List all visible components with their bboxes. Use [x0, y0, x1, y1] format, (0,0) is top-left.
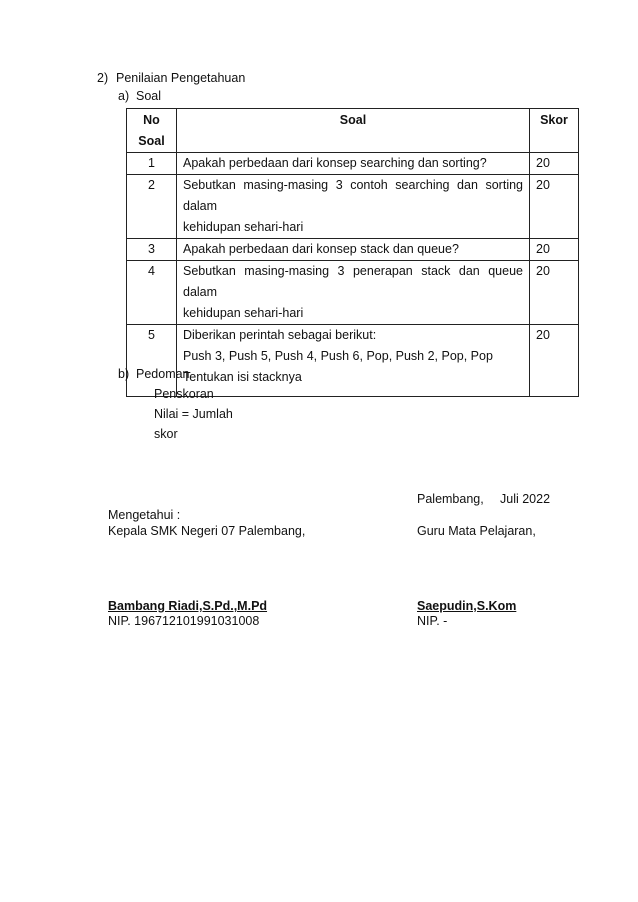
- row-question: [177, 239, 530, 261]
- table-row: [127, 175, 579, 239]
- table-row: [127, 261, 579, 325]
- signature-date: Juli 2022: [500, 492, 551, 506]
- row-score: 20: [530, 239, 579, 261]
- table-header-row: [127, 109, 579, 153]
- left-signatory-name: Bambang Riadi,S.Pd.,M.Pd: [108, 599, 268, 613]
- question-line: kehidupan sehari-hari: [183, 306, 304, 320]
- section-title: Penilaian Pengetahuan: [116, 71, 246, 85]
- row-question: [177, 325, 530, 397]
- header-no-line2: Soal: [138, 134, 165, 148]
- header-skor: Skor: [530, 109, 579, 153]
- question-line: Diberikan perintah sebagai berikut:: [183, 328, 377, 342]
- row-score: 20: [530, 261, 579, 325]
- row-number: 2: [127, 175, 177, 239]
- row-number: 4: [127, 261, 177, 325]
- row-score: 20: [530, 325, 579, 397]
- row-question: [177, 175, 530, 239]
- section-number: 2): [97, 71, 109, 85]
- question-line: Apakah perbedaan dari konsep searching dan sorting?: [183, 156, 487, 170]
- right-signatory-nip: NIP. -: [417, 614, 448, 628]
- left-signatory-nip: NIP. 196712101991031008: [108, 614, 260, 628]
- question-line: kehidupan sehari-hari: [183, 220, 304, 234]
- sub-a-title: Soal: [136, 89, 162, 103]
- header-no-line1: No: [143, 113, 160, 127]
- sub-a-label: a): [118, 89, 130, 103]
- sub-b-title: Pedoman: [136, 367, 190, 381]
- row-score: 20: [530, 175, 579, 239]
- right-role: Guru Mata Pelajaran,: [417, 524, 536, 538]
- row-number: 5: [127, 325, 177, 397]
- question-table: [126, 108, 579, 397]
- question-line: Push 3, Push 5, Push 4, Push 6, Pop, Push 2, Pop, Pop: [183, 349, 493, 363]
- row-question: [177, 261, 530, 325]
- pedoman-line-2: Nilai = Jumlah: [154, 407, 233, 421]
- header-no: [127, 109, 177, 153]
- question-line: Apakah perbedaan dari konsep stack dan queue?: [183, 242, 459, 256]
- pedoman-line-1: Penskoran: [154, 387, 214, 401]
- question-line: Sebutkan masing-masing 3 contoh searching dan sorting dalam: [183, 178, 523, 213]
- pedoman-line-3: skor: [154, 427, 178, 441]
- left-intro: Mengetahui :: [108, 508, 181, 522]
- signature-place: Palembang,: [417, 492, 484, 506]
- row-question: [177, 153, 530, 175]
- sub-b-label: b): [118, 367, 130, 381]
- table-row: [127, 325, 579, 397]
- row-number: 3: [127, 239, 177, 261]
- left-role: Kepala SMK Negeri 07 Palembang,: [108, 524, 306, 538]
- right-signatory-name: Saepudin,S.Kom: [417, 599, 517, 613]
- header-soal: Soal: [177, 109, 530, 153]
- table-row: [127, 153, 579, 175]
- row-score: 20: [530, 153, 579, 175]
- question-line: Tentukan isi stacknya: [183, 370, 302, 384]
- table-row: [127, 239, 579, 261]
- question-line: Sebutkan masing-masing 3 penerapan stack dan queue dalam: [183, 264, 523, 299]
- row-number: 1: [127, 153, 177, 175]
